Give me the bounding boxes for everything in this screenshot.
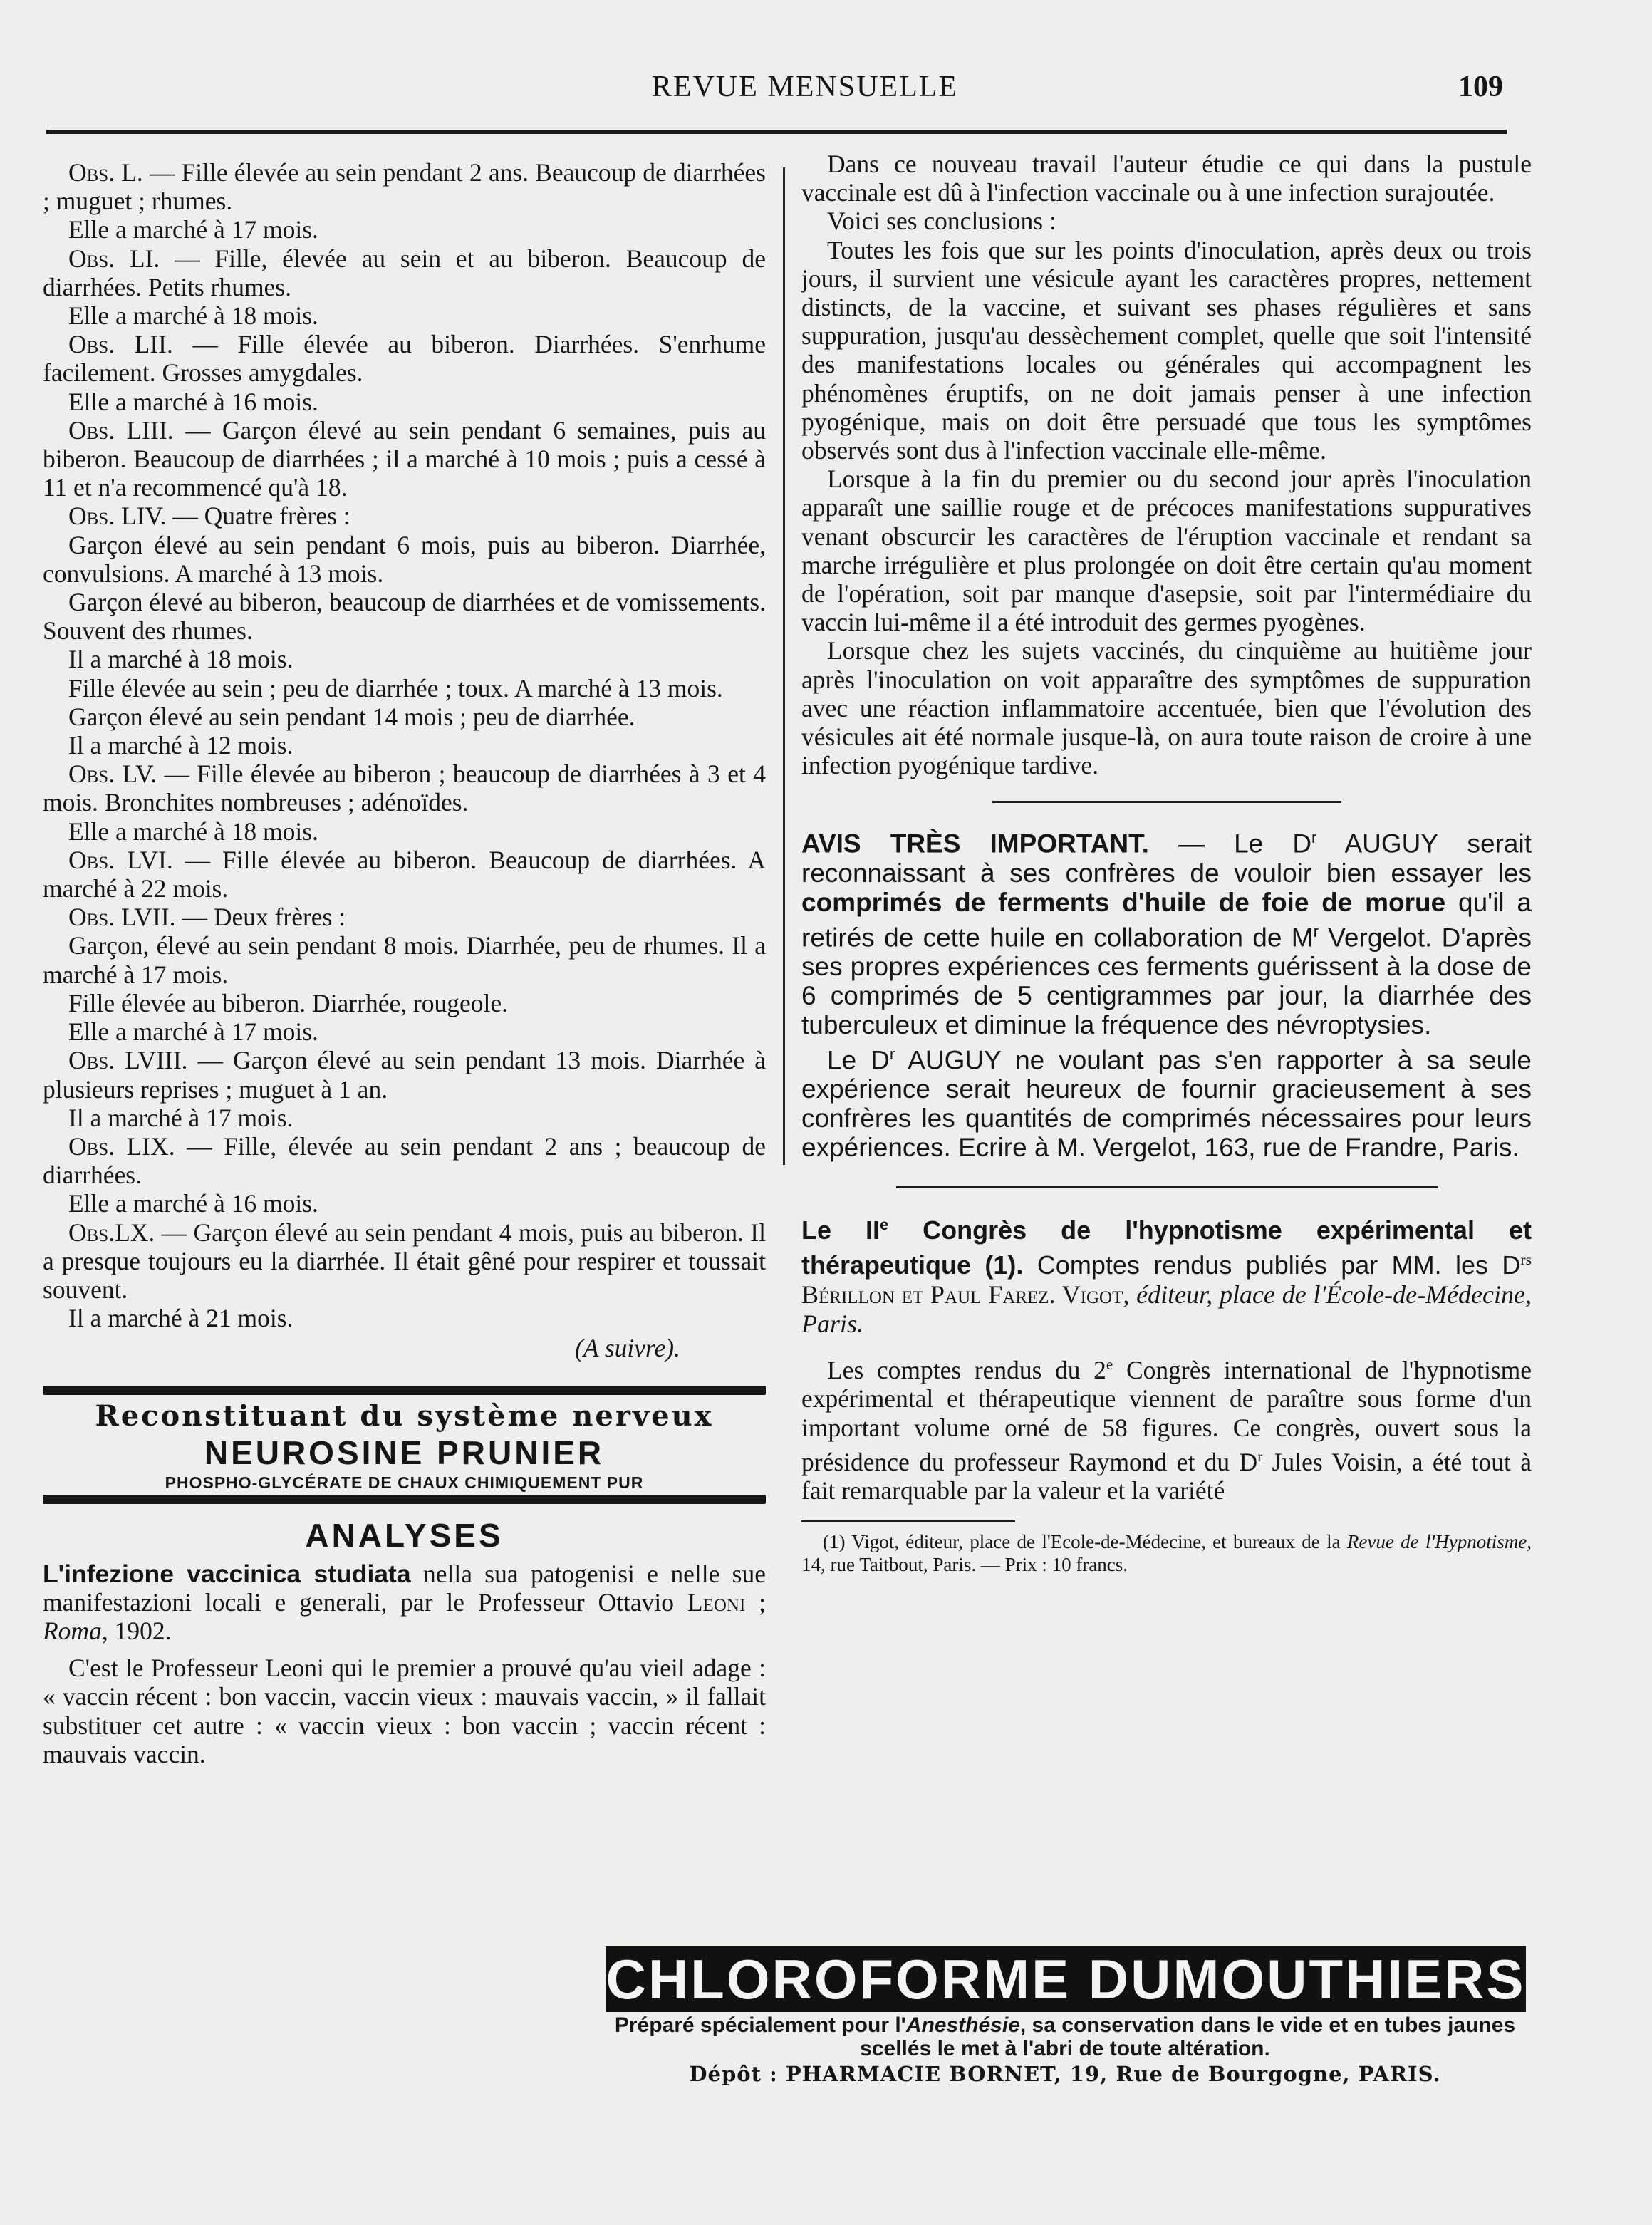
observation-paragraph: [43, 330, 766, 387]
notice-text-d: Vergelot. D'après ses propres expériences ces ferments guérissent à la dose de 6 comprimés de 5 centigrammes par jour, la diarrhée des tuberculeux et diminue la fréquence des névroptysies.: [801, 923, 1532, 1040]
observation-text: Elle a marché à 18 mois.: [68, 816, 318, 846]
notice2-text-a: Le D: [827, 1045, 890, 1075]
observation-paragraph: [43, 989, 766, 1017]
congress-p2-sup: e: [1106, 1356, 1113, 1374]
congress-p2-c: Jules Voisin, a été tout à fait remarquable par la valeur et la variété: [801, 1447, 1532, 1505]
observation-text: Elle a marché à 17 mois.: [68, 1017, 318, 1047]
page-number: 109: [1458, 71, 1503, 103]
observation-text: — Fille, élevée au sein pendant 2 ans ; beaucoup de diarrhées.: [43, 1131, 767, 1190]
analysis-citation: [43, 1560, 766, 1646]
separator-rule-2: [896, 1186, 1438, 1188]
observation-label: Obs. L.: [68, 158, 143, 187]
observation-paragraph: [43, 931, 766, 988]
observation-paragraph: [43, 531, 766, 588]
observation-paragraph: [43, 158, 766, 215]
congress-title-a: Le II: [801, 1215, 880, 1245]
congress-p2-sup-2: r: [1257, 1447, 1263, 1465]
observation-text: Garçon élevé au biberon, beaucoup de diarrhées et de vomissements. Souvent des rhumes.: [43, 588, 766, 645]
observation-paragraph: [43, 1304, 766, 1332]
observation-label: Obs. LVII.: [68, 903, 176, 932]
ad-bottom-rule: [43, 1495, 766, 1504]
congress-sup-2: rs: [1520, 1251, 1532, 1269]
analysis-author: Leoni: [687, 1587, 746, 1617]
footnote-text-a: (1) Vigot, éditeur, place de l'Ecole-de-Médecine, et bureaux de la: [823, 1531, 1347, 1553]
observation-label: Obs. LIII.: [68, 415, 174, 445]
congress-p2-a: Les comptes rendus du 2: [827, 1356, 1106, 1385]
review-paragraph-3: Toutes les fois que sur les points d'inoculation, après deux ou trois jours, il survient une vésicule ayant les caractères propres, nettement distincts, de la vaccine, et suivant ses phases régulières et sans suppuration, jusqu'au dessèchement complet, quelle que soit l'intensité des manifestations locales ou générales qui accompagnent les phénomènes éruptifs, on ne doit jamais penser à une infection pyogénique, mais on doit être persuadé que tous les symptômes observés sont dus à l'infection vaccinale elle-même.: [801, 235, 1532, 465]
neurosine-advertisement: [43, 1386, 766, 1504]
observation-label: Obs. LI.: [68, 244, 160, 273]
review-paragraph-1: Dans ce nouveau travail l'auteur étudie ce qui dans la pustule vaccinale est dû à l'infection vaccinale ou à une infection surajoutée.: [801, 150, 1532, 207]
observation-text: Garçon élevé au sein pendant 6 mois, puis au biberon. Diarrhée, convulsions. A marché à 13 mois.: [43, 530, 766, 588]
chloro-text-b: , sa conservation dans le vide et en tubes jaunes scellés le met à l'abri de toute altération.: [860, 2013, 1516, 2060]
notice2-sup: r: [889, 1045, 895, 1064]
left-column: [43, 158, 766, 1768]
notice-text-c: qu'il a retirés de cette huile en collaboration de M: [801, 887, 1532, 953]
chloro-text-a: Préparé spécialement pour l': [614, 2013, 906, 2037]
observation-label: Obs. LII.: [68, 330, 173, 359]
analysis-title-rest: nella sua patogenisi e nelle sue manifestazioni locali e generali, par le Professeur Ottavio: [43, 1559, 767, 1617]
observation-text: — Deux frères :: [175, 903, 346, 932]
footnote: [801, 1530, 1532, 1576]
observation-text: Elle a marché à 18 mois.: [68, 301, 318, 331]
observation-paragraph: [43, 588, 766, 645]
observation-text: Elle a marché à 16 mois.: [68, 1189, 318, 1218]
observation-text: — Fille élevée au biberon ; beaucoup de diarrhées à 3 et 4 mois. Bronchites nombreuses ; adénoïdes.: [43, 759, 766, 817]
observation-text: Fille élevée au biberon. Diarrhée, rougeole.: [68, 988, 509, 1017]
congress-title-b: Congrès de l'hypnotisme expérimental et thérapeutique (1).: [801, 1215, 1532, 1280]
review-paragraph-4: Lorsque à la fin du premier ou du second jour après l'inoculation apparaît une saillie rouge et de précoces manifestations suppuratives venant obscurcir les caractères de l'éruption vaccinale et rendant sa marche irrégulière et plus prolongée on doit être certain qu'au moment de l'opération, soit par manque d'asepsie, soit par l'intermédiaire du vaccin lui-même il a été introduit des germes pyogènes.: [801, 465, 1532, 637]
observation-paragraph: [43, 645, 766, 673]
review-paragraph-5: Lorsque chez les sujets vaccinés, du cinquième au huitième jour après l'inoculation on voit apparaître des symptômes de suppuration avec une réaction inflammatoire accentuée, bien que l'évolution des vésicules ait été normale jusque-là, on aura toute raison de croire à une infection pyogénique tardive.: [801, 636, 1532, 780]
observation-paragraph: [43, 215, 766, 244]
notice-product: comprimés de ferments d'huile de foie de morue: [801, 887, 1446, 917]
observation-text: — Garçon élevé au sein pendant 13 mois. Diarrhée à plusieurs reprises ; muguet à 1 an.: [43, 1046, 766, 1104]
observation-paragraph: [43, 502, 766, 530]
notice-text-a: — Le D: [1148, 829, 1312, 859]
observation-text: Garçon élevé au sein pendant 14 mois ; peu de diarrhée.: [68, 702, 635, 731]
observation-paragraph: [43, 817, 766, 846]
observation-paragraph: [43, 1017, 766, 1046]
observation-paragraph: [43, 301, 766, 330]
observation-label: Obs.LX.: [68, 1218, 155, 1247]
observation-paragraph: [43, 731, 766, 759]
right-column: [801, 150, 1532, 1576]
separator-rule: [992, 801, 1341, 803]
analysis-place: Roma: [43, 1616, 102, 1645]
observation-paragraph: [43, 416, 766, 502]
observation-text: Elle a marché à 16 mois.: [68, 387, 318, 416]
observation-text: — Fille élevée au biberon. Beaucoup de diarrhées. A marché à 22 mois.: [43, 845, 766, 903]
observation-text: Elle a marché à 17 mois.: [68, 215, 318, 244]
observation-text: Il a marché à 18 mois.: [68, 645, 293, 674]
observation-paragraph: [43, 1132, 766, 1189]
observation-paragraph: [43, 846, 766, 903]
ad-product-name: NEUROSINE PRUNIER: [204, 1433, 605, 1471]
section-heading-analyses: ANALYSES: [305, 1516, 504, 1554]
observation-text: — Garçon élevé au sein pendant 6 semaines, puis au biberon. Beaucoup de diarrhées ; il a marché à 10 mois ; puis a cessé à 11 et n'a recommencé qu'à 18.: [43, 415, 766, 502]
chloroforme-depot: Dépôt : PHARMACIE BORNET, 19, Rue de Bourgogne, PARIS.: [689, 2062, 1441, 2086]
congress-publisher: éditeur, place de l'École-de-Médecine, Paris.: [801, 1280, 1532, 1339]
observation-paragraph: [43, 1218, 766, 1305]
footnote-rule: [801, 1520, 1015, 1522]
observation-text: — Fille élevée au biberon. Diarrhées. S'enrhume facilement. Grosses amygdales.: [43, 330, 766, 388]
ad-tagline: Reconstituant du système nerveux: [95, 1399, 714, 1433]
observation-paragraph: [43, 674, 766, 702]
observation-text: Il a marché à 21 mois.: [68, 1304, 293, 1333]
review-paragraph-2: Voici ses conclusions :: [827, 207, 1056, 236]
congress-paragraph: [801, 1350, 1532, 1505]
observation-label: Obs. LV.: [68, 759, 157, 789]
observation-paragraph: [43, 244, 766, 301]
notice-text-b: AUGUY serait reconnaissant à ses confrères de vouloir bien essayer les: [801, 829, 1532, 888]
notice-sup-2: r: [1313, 922, 1319, 940]
notice-heading: AVIS TRÈS IMPORTANT.: [801, 829, 1149, 859]
observation-paragraph: [43, 702, 766, 731]
notice-paragraph: [801, 823, 1532, 1039]
observation-paragraph: [43, 1104, 766, 1132]
observation-text: — Fille, élevée au sein et au biberon. Beaucoup de diarrhées. Petits rhumes.: [43, 244, 766, 301]
observation-text: — Quatre frères :: [166, 502, 350, 531]
footnote-journal: Revue de l'Hypnotisme: [1346, 1531, 1527, 1553]
observation-paragraph: [43, 388, 766, 416]
congress-authors: Bérillon et Paul Farez. Vigot,: [801, 1280, 1130, 1309]
ad-top-rule: [43, 1386, 766, 1395]
ad-product-description: PHOSPHO-GLYCÉRATE DE CHAUX CHIMIQUEMENT PUR: [165, 1473, 644, 1492]
observation-paragraph: [43, 903, 766, 931]
observations-list: [43, 158, 766, 1332]
observation-label: Obs. LVI.: [68, 845, 173, 874]
observation-text: — Fille élevée au sein pendant 2 ans. Beaucoup de diarrhées ; muguet ; rhumes.: [43, 158, 766, 216]
notice-sup: r: [1311, 829, 1317, 847]
analysis-year: , 1902.: [101, 1616, 172, 1645]
observation-text: Fille élevée au sein ; peu de diarrhée ; toux. A marché à 13 mois.: [68, 673, 723, 702]
observation-paragraph: [43, 1046, 766, 1103]
footnote-text-b: , 14, rue Taitbout, Paris. — Prix : 10 francs.: [801, 1531, 1532, 1576]
notice-paragraph-2: [801, 1039, 1532, 1162]
observation-text: Il a marché à 12 mois.: [68, 731, 293, 760]
chloroforme-banner: CHLOROFORME DUMOUTHIERS: [606, 1948, 1526, 2011]
observation-paragraph: [43, 759, 766, 816]
observation-label: Obs. LIV.: [68, 502, 167, 531]
analysis-paragraph: C'est le Professeur Leoni qui le premier a prouvé qu'au vieil adage : « vaccin récent : bon vaccin, vaccin vieux : mauvais vaccin, » il fallait substituer cet autre : « vaccin vieux : bon vaccin ; vaccin récent : mauvais vaccin.: [43, 1654, 766, 1768]
column-divider: [783, 167, 785, 1165]
observation-paragraph: [43, 1189, 766, 1218]
chloro-text-italic: Anesthésie: [905, 2013, 1020, 2037]
running-title: REVUE MENSUELLE: [651, 71, 959, 103]
to-be-continued: (A suivre).: [575, 1334, 680, 1363]
page-header: [43, 70, 1532, 113]
header-rule: [46, 130, 1507, 134]
chloroforme-description: [591, 2013, 1539, 2060]
congress-sup: e: [880, 1215, 889, 1234]
observation-label: Obs. LIX.: [68, 1131, 175, 1161]
congress-p2-b: Congrès international de l'hypnotisme expérimental et thérapeutique viennent de paraître sous forme d'un important volume orné de 58 figures. Ce congrès, ouvert sous la présidence du professeur Raymond et du D: [801, 1356, 1532, 1476]
observation-text: Il a marché à 17 mois.: [68, 1103, 293, 1132]
observation-text: — Garçon élevé au sein pendant 4 mois, puis au biberon. Il a presque toujours eu la diarrhée. Il était gêné pour respirer et toussait souvent.: [43, 1218, 766, 1304]
observation-label: Obs. LVIII.: [68, 1046, 188, 1075]
analysis-separator: ;: [745, 1587, 766, 1617]
notice2-text-b: AUGUY ne voulant pas s'en rapporter à sa seule expérience serait heureux de fournir gracieusement à ses confrères les quantités de comprimés nécessaires pour leurs expériences. Ecrire à M. Vergelot, 163, rue de Frandre, Paris.: [801, 1045, 1532, 1163]
congress-citation: [801, 1210, 1532, 1339]
congress-text-c: Comptes rendus publiés par MM. les D: [1023, 1250, 1521, 1280]
observation-text: Garçon, élevé au sein pendant 8 mois. Diarrhée, peu de rhumes. Il a marché à 17 mois.: [43, 931, 766, 989]
analysis-title: L'infezione vaccinica studiata: [43, 1559, 411, 1588]
